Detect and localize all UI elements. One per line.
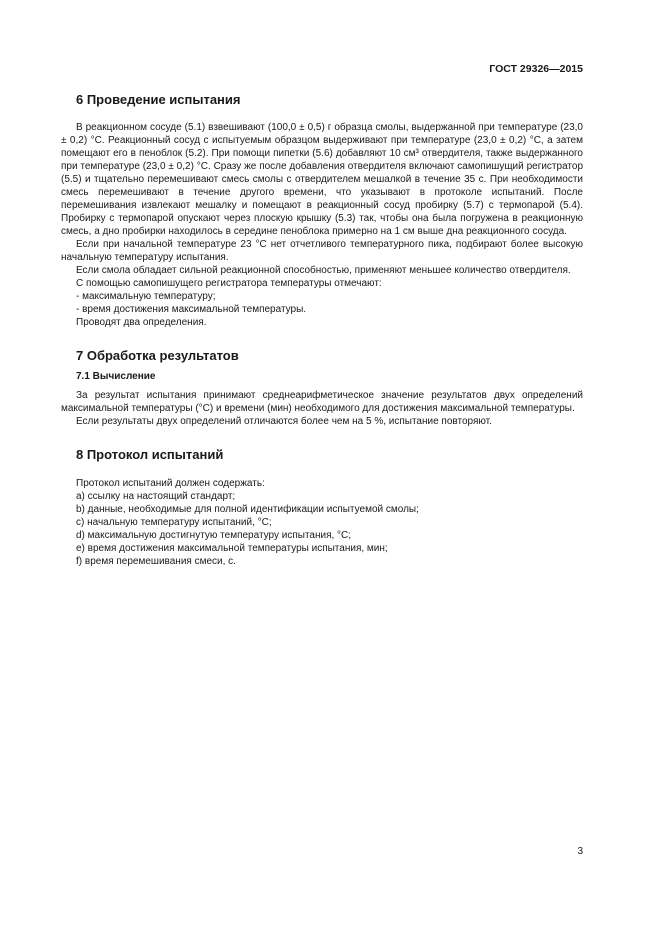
document-id: ГОСТ 29326—2015: [489, 63, 583, 75]
page-number: 3: [577, 846, 583, 857]
list-item: a) ссылку на настоящий стандарт;: [76, 491, 236, 502]
list-item: - максимальную температуру;: [76, 291, 216, 302]
section-6-paragraph: Если при начальной температуре 23 °C нет отчетливого температурного пика, подбирают более высокую начальную температуру испытания.: [61, 239, 583, 263]
list-item: - время достижения максимальной температуры.: [76, 304, 307, 315]
list-item: d) максимальную достигнутую температуру испытания, °C;: [76, 530, 352, 541]
section-8-intro: Протокол испытаний должен содержать:: [76, 478, 265, 489]
section-6-paragraph: С помощью самопишущего регистратора температуры отмечают:: [76, 278, 382, 289]
list-item: c) начальную температуру испытаний, °C;: [76, 517, 272, 528]
section-6-paragraph: Если смола обладает сильной реакционной способностью, применяют меньшее количество отвердителя.: [76, 265, 571, 276]
section-7-1-title: 7.1 Вычисление: [76, 371, 156, 382]
section-7-paragraph: За результат испытания принимают среднеарифметическое значение результатов двух определений максимальной температуры (°C) и времени (мин) необходимого для достижения максимальной температуры.: [61, 390, 583, 414]
list-item: e) время достижения максимальной температуры испытания, мин;: [76, 543, 388, 554]
section-8-title: 8 Протокол испытаний: [76, 447, 224, 462]
list-item: f) время перемешивания смеси, с.: [76, 556, 236, 567]
list-item: b) данные, необходимые для полной идентификации испытуемой смолы;: [76, 504, 419, 515]
section-6-paragraph: В реакционном сосуде (5.1) взвешивают (100,0 ± 0,5) г образца смолы, выдержанной при температуре (23,0 ± 0,2) °C. Реакционный сосуд с испытуемым образцом выдерживают при температуре (23,0 ± 0,2) °C, а затем помещают его в пеноблок (5.2). При помощи пипетки (5.6) добавляют 10 см³ отвердителя, также выдержанного при температуре (23,0 ± 0,2) °C. Сразу же после добавления отвердителя включают самопишущий регистратор (5.5) и тщательно перемешивают смесь смолы с отвердителем мешалкой в течение 35 с. При необходимости смесь перемешивают в течение другого времени, что указывают в протоколе испытаний. После перемешивания извлекают мешалку и помещают в реакционный сосуд пробирку (5.7) с термопарой (5.4). Пробирку с термопарой опускают через плоскую крышку (5.3) так, чтобы она была погружена в реакционную смесь, а дно пробирки находилось в середине пеноблока примерно на 1 см выше дна реакционного сосуда.: [61, 122, 583, 237]
section-6-title: 6 Проведение испытания: [76, 92, 241, 107]
page-content: [61, 92, 583, 568]
section-6-closing: Проводят два определения.: [76, 317, 207, 328]
section-7-title: 7 Обработка результатов: [76, 348, 239, 363]
section-7-paragraph: Если результаты двух определений отличаются более чем на 5 %, испытание повторяют.: [76, 416, 492, 427]
